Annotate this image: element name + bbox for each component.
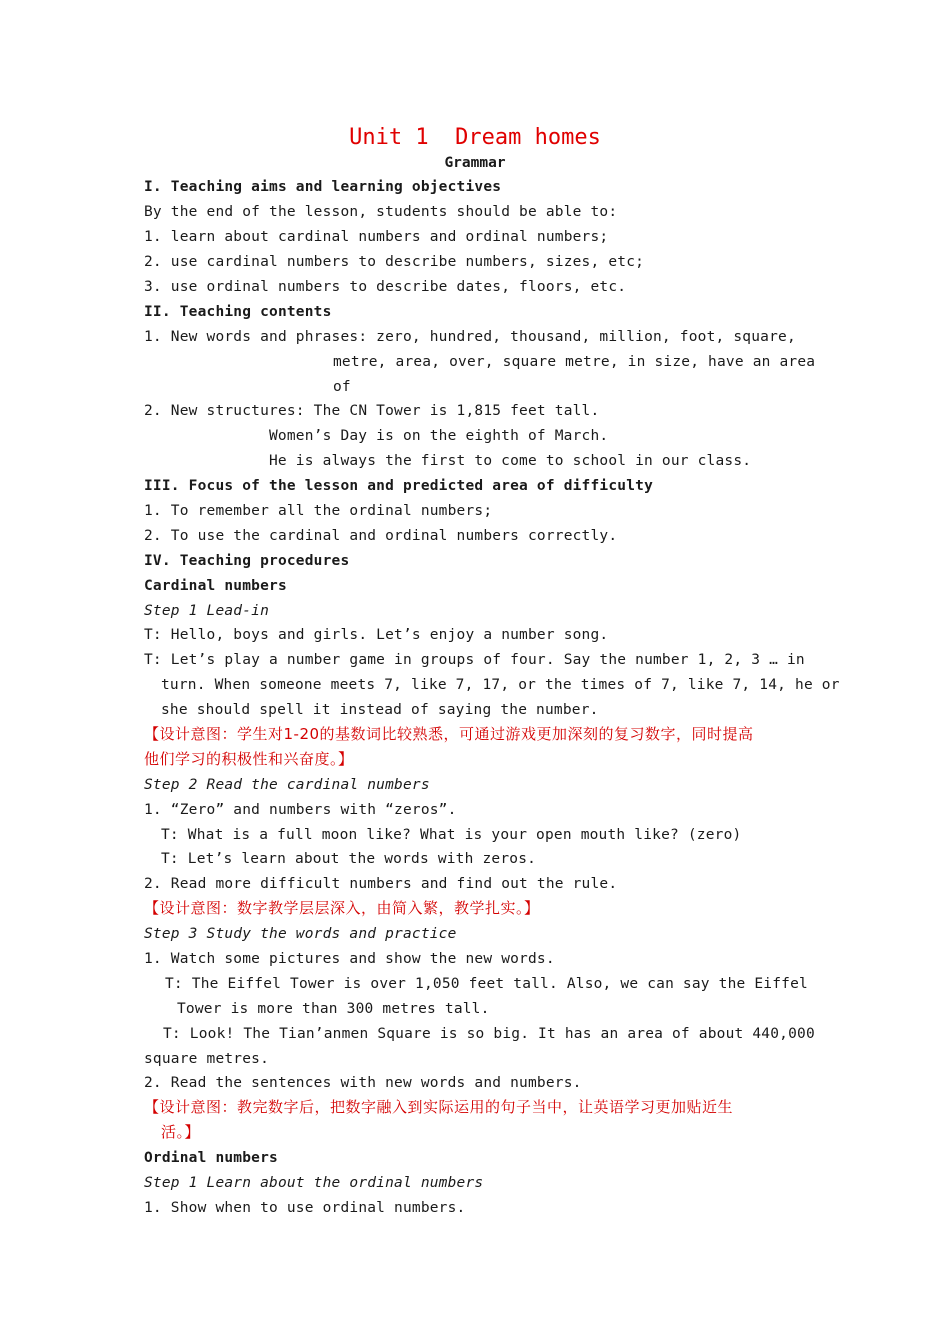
- aims-item: 3. use ordinal numbers to describe dates, floors, etc.: [144, 279, 627, 295]
- aims-item: 1. learn about cardinal numbers and ordinal numbers;: [144, 229, 609, 245]
- dialogue-line: square metres.: [144, 1051, 270, 1067]
- list-item: 1. “Zero” and numbers with “zeros”.: [144, 802, 457, 818]
- page-title: Unit 1 Dream homes: [349, 125, 601, 150]
- contents-words: metre, area, over, square metre, in size, have an area: [333, 354, 816, 370]
- dialogue-line: T: The Eiffel Tower is over 1,050 feet tall. Also, we can say the Eiffel: [165, 976, 808, 992]
- dialogue-line: T: Hello, boys and girls. Let’s enjoy a number song.: [144, 627, 609, 643]
- step-heading: Step 1 Learn about the ordinal numbers: [144, 1175, 484, 1191]
- dialogue-line: T: Let’s learn about the words with zeros.: [161, 851, 537, 867]
- aims-item: 2. use cardinal numbers to describe numbers, sizes, etc;: [144, 254, 645, 270]
- design-note: 活。】: [161, 1123, 201, 1141]
- contents-structures: He is always the first to come to school in our class.: [269, 453, 752, 469]
- step-heading: Step 2 Read the cardinal numbers: [144, 777, 430, 793]
- contents-words: of: [333, 379, 351, 395]
- dialogue-line: T: What is a full moon like? What is your open mouth like? (zero): [161, 827, 742, 843]
- dialogue-line: turn. When someone meets 7, like 7, 17, or the times of 7, like 7, 14, he or: [161, 677, 840, 693]
- dialogue-line: she should spell it instead of saying the number.: [161, 702, 599, 718]
- design-note: 他们学习的积极性和兴奋度。】: [144, 750, 354, 768]
- contents-structures: Women’s Day is on the eighth of March.: [269, 428, 609, 444]
- list-item: 2. Read more difficult numbers and find out the rule.: [144, 876, 618, 892]
- section-heading-contents: II. Teaching contents: [144, 304, 332, 320]
- section-heading-focus: III. Focus of the lesson and predicted area of difficulty: [144, 478, 653, 494]
- design-note: 【设计意图：学生对1-20的基数词比较熟悉，可通过游戏更加深刻的复习数字，同时提高: [144, 725, 754, 743]
- focus-item: 2. To use the cardinal and ordinal numbers correctly.: [144, 528, 618, 544]
- step-heading: Step 1 Lead-in: [144, 603, 270, 619]
- subheading-cardinal: Cardinal numbers: [144, 578, 287, 594]
- dialogue-line: Tower is more than 300 metres tall.: [177, 1001, 490, 1017]
- step-heading: Step 3 Study the words and practice: [144, 926, 457, 942]
- aims-intro: By the end of the lesson, students should be able to:: [144, 204, 618, 220]
- section-heading-procedures: IV. Teaching procedures: [144, 553, 350, 569]
- subheading-ordinal: Ordinal numbers: [144, 1150, 278, 1166]
- page-subtitle: Grammar: [444, 155, 506, 171]
- list-item: 1. Watch some pictures and show the new words.: [144, 951, 555, 967]
- list-item: 1. Show when to use ordinal numbers.: [144, 1200, 466, 1216]
- design-note: 【设计意图：教完数字后，把数字融入到实际运用的句子当中，让英语学习更加贴近生: [144, 1098, 734, 1116]
- dialogue-line: T: Look! The Tian’anmen Square is so big. It has an area of about 440,000: [163, 1026, 815, 1042]
- list-item: 2. Read the sentences with new words and numbers.: [144, 1075, 582, 1091]
- dialogue-line: T: Let’s play a number game in groups of four. Say the number 1, 2, 3 … in: [144, 652, 805, 668]
- contents-structures: 2. New structures: The CN Tower is 1,815 feet tall.: [144, 403, 600, 419]
- contents-words: 1. New words and phrases: zero, hundred, thousand, million, foot, square,: [144, 329, 796, 345]
- design-note: 【设计意图：数字教学层层深入，由简入繁，教学扎实。】: [144, 899, 540, 917]
- section-heading-aims: I. Teaching aims and learning objectives: [144, 179, 502, 195]
- focus-item: 1. To remember all the ordinal numbers;: [144, 503, 493, 519]
